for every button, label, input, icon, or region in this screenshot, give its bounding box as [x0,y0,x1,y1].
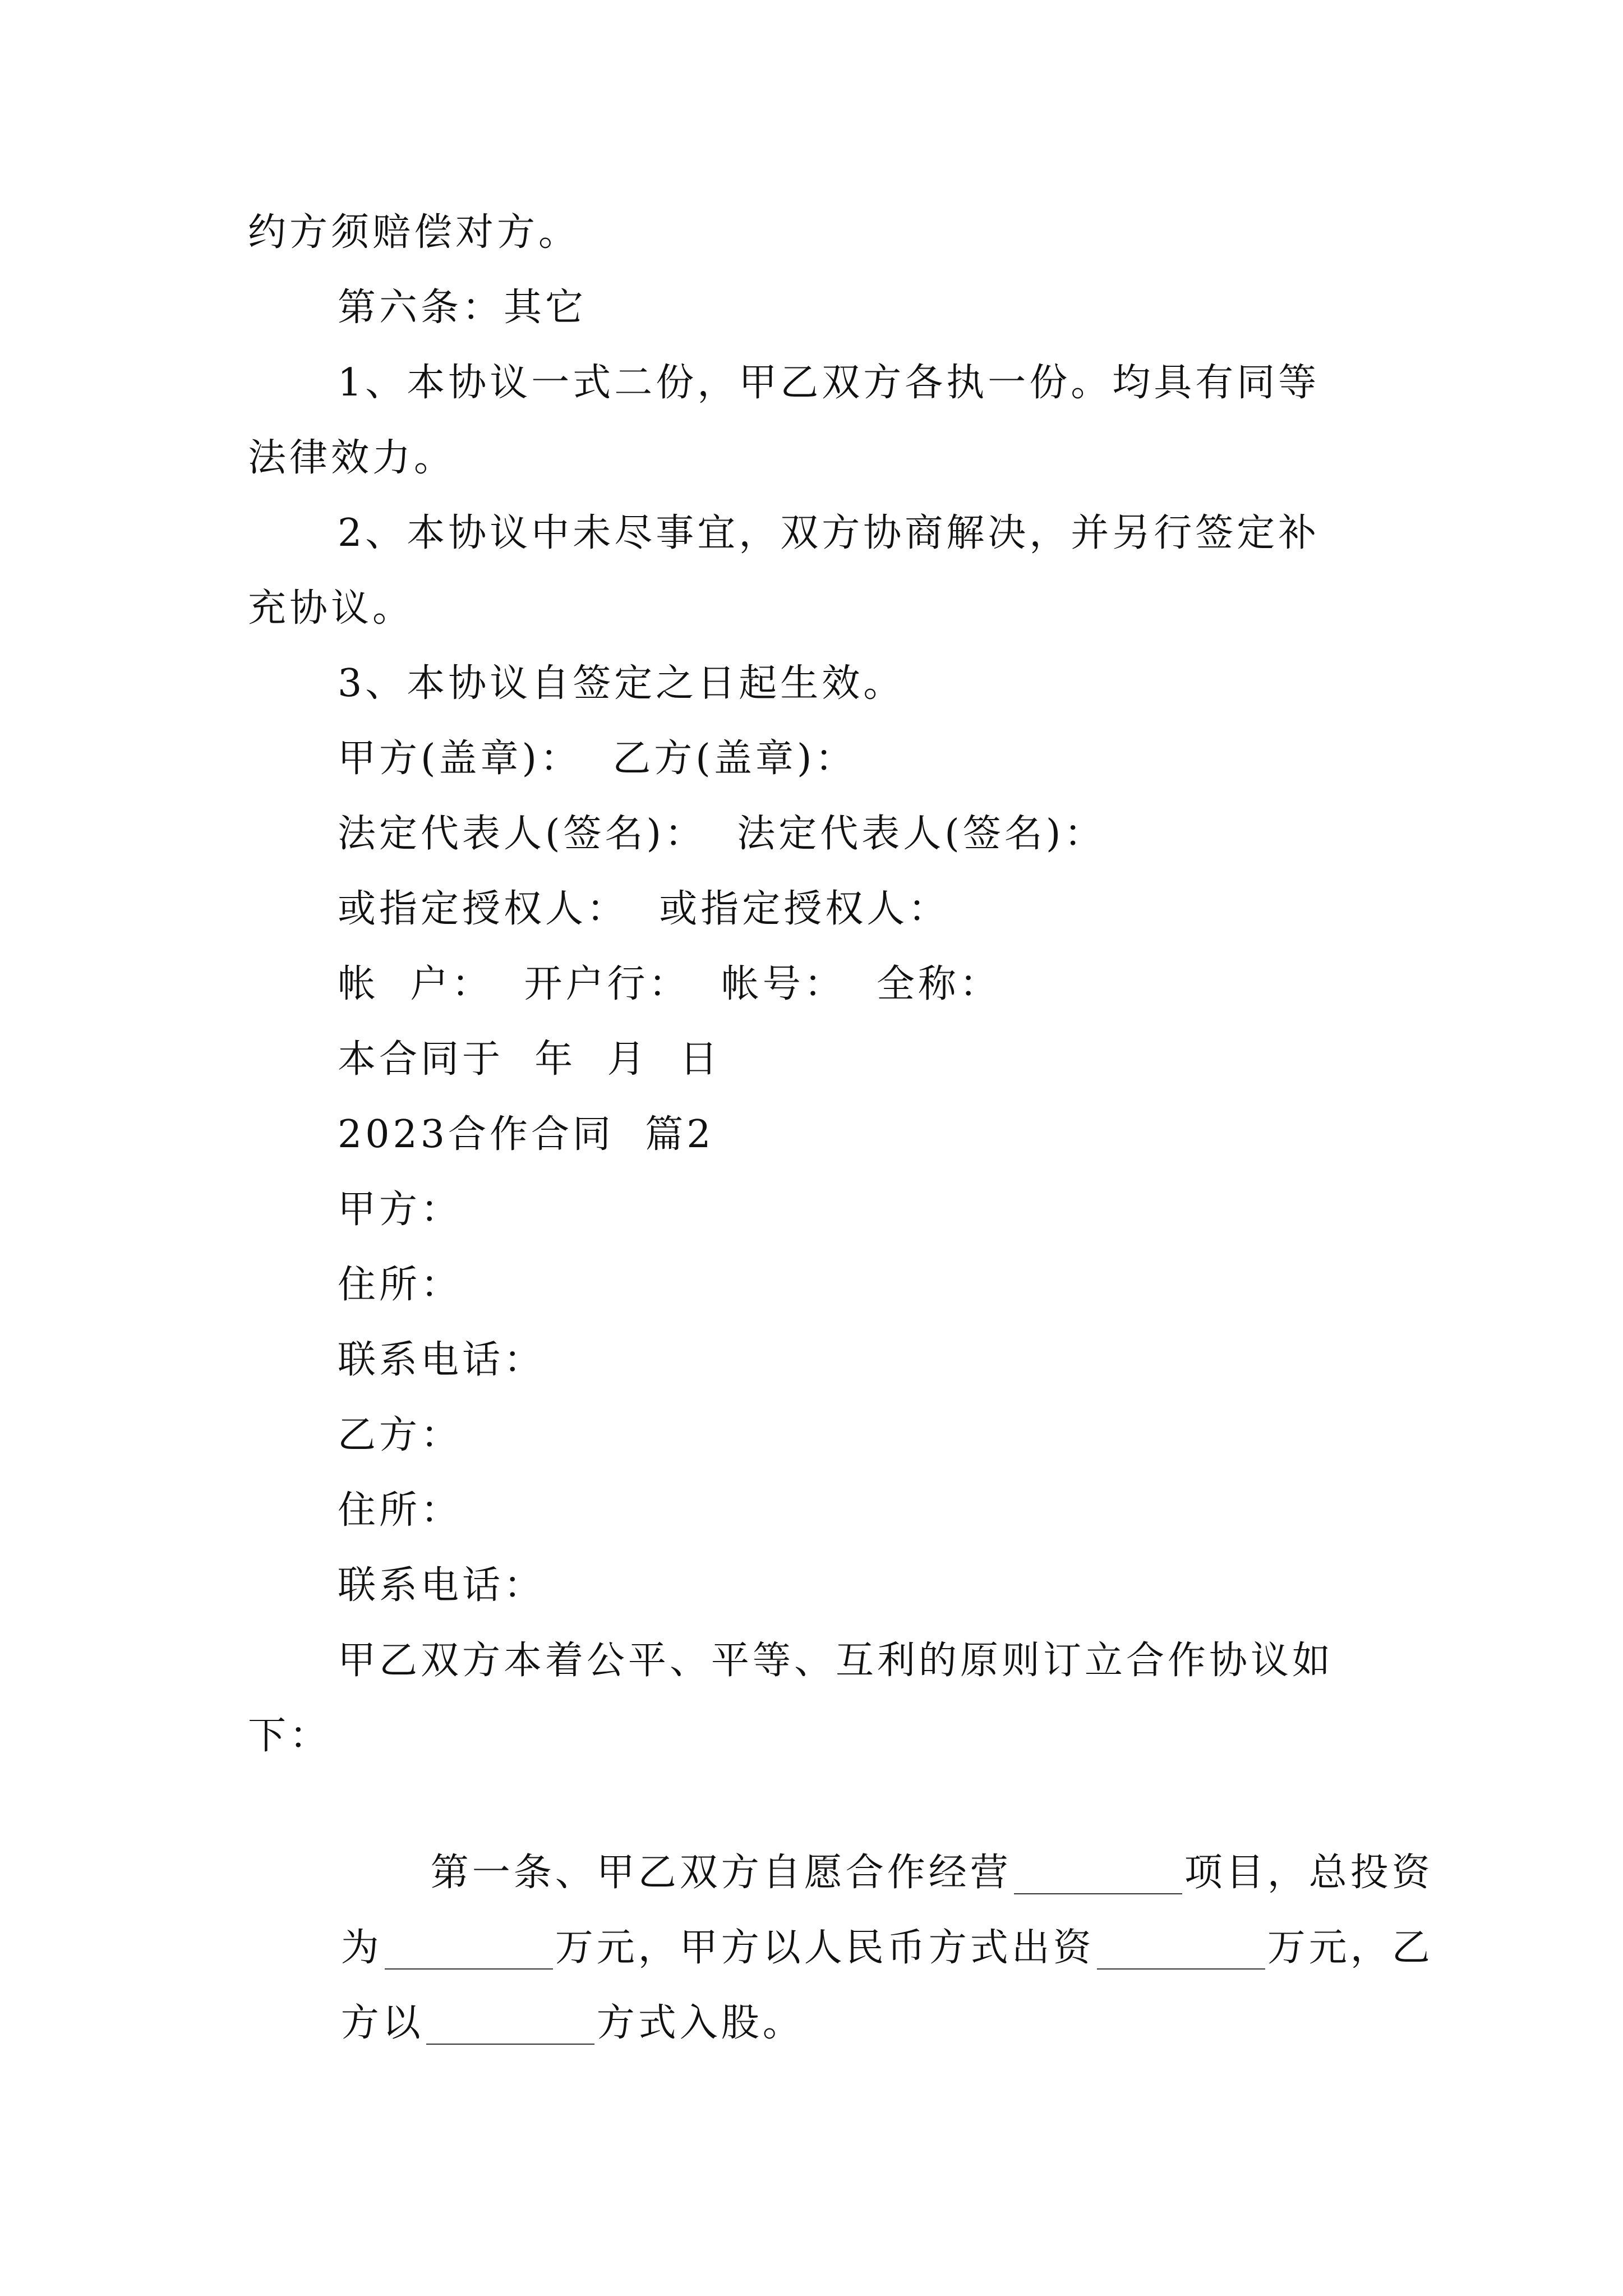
article-text: 为 [340,1926,382,1970]
phone-label: 联系电话： [338,1338,546,1382]
party-a-label: 甲方： [338,1188,463,1232]
article-text: 项目，总投资 [1184,1851,1433,1895]
account-line: 帐 户： 开户行： 帐号： 全称： [338,962,1001,1006]
article-text: 第一条、甲乙双方自愿合作经营 [430,1851,1012,1895]
text-line: 下： [248,1714,331,1758]
address-label: 住所： [338,1488,463,1533]
text-line: 充协议。 [248,586,414,631]
article-1-line-3 [248,1931,804,2045]
text-line: 甲乙双方本着公平、平等、互利的原则订立合作协议如 [338,1639,1334,1683]
text-line: 1、本协议一式二份，甲乙双方各执一份。均具有同等 [338,361,1320,405]
text-line: 2、本协议中未尽事宜，双方协商解决，并另行签定补 [338,511,1320,555]
article-text: 万元，乙 [1267,1926,1433,1970]
party-b-label: 乙方： [338,1413,463,1457]
signature-line: 或指定授权人： 或指定授权人： [338,887,950,931]
article-text: 方以 [340,2001,424,2045]
date-line: 本合同于 年 月 日 [338,1037,721,1082]
fill-in-blank [1097,1968,1265,1970]
signature-line: 甲方(盖章)： 乙方(盖章)： [338,737,857,781]
address-label: 住所： [338,1263,463,1307]
article-1-line-1 [338,1780,1433,1895]
phone-label: 联系电话： [338,1563,546,1608]
text-line: 约方须赔偿对方。 [248,210,580,255]
fill-in-blank [426,2044,594,2045]
article-text: 万元，甲方以人民币方式出资 [555,1926,1095,1970]
article-1-line-2 [248,1856,1433,1970]
article-text: 方式入股。 [596,2001,804,2045]
text-line: 3、本协议自签定之日起生效。 [338,661,905,706]
text-line: 法律效力。 [248,436,456,480]
signature-line: 法定代表人(签名)： 法定代表人(签名)： [338,812,1106,856]
document-title: 2023合作合同 篇2 [338,1112,714,1157]
section-heading: 第六条：其它 [338,286,587,330]
